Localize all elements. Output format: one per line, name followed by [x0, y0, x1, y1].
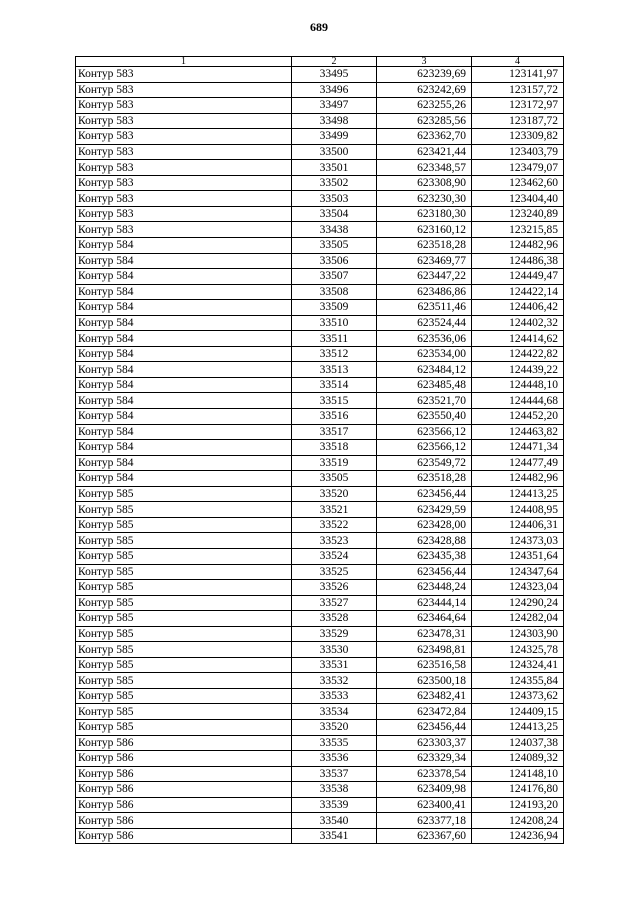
point-number-cell: 33521 [292, 502, 377, 518]
table-row [76, 735, 564, 751]
table-row [76, 300, 564, 316]
coordinate-x-cell: 623566,12 [377, 440, 472, 456]
point-number-cell: 33502 [292, 175, 377, 191]
table-row [76, 828, 564, 844]
coordinate-y-cell: 124290,24 [472, 595, 564, 611]
column-header-3: 3 [377, 57, 472, 67]
coordinate-x-cell: 623482,41 [377, 688, 472, 704]
contour-name-cell: Контур 585 [76, 486, 292, 502]
table-row [76, 144, 564, 160]
coordinate-x-cell: 623367,60 [377, 828, 472, 844]
point-number-cell: 33497 [292, 98, 377, 114]
coordinate-x-cell: 623524,44 [377, 315, 472, 331]
coordinate-x-cell: 623486,86 [377, 284, 472, 300]
point-number-cell: 33539 [292, 797, 377, 813]
table-row [76, 595, 564, 611]
point-number-cell: 33496 [292, 82, 377, 98]
contour-name-cell: Контур 584 [76, 346, 292, 362]
table-row [76, 564, 564, 580]
table-row [76, 626, 564, 642]
coordinate-x-cell: 623521,70 [377, 393, 472, 409]
table-row [76, 455, 564, 471]
point-number-cell: 33517 [292, 424, 377, 440]
contour-name-cell: Контур 584 [76, 440, 292, 456]
table-row [76, 486, 564, 502]
coordinate-x-cell: 623447,22 [377, 269, 472, 285]
coordinate-y-cell: 124282,04 [472, 611, 564, 627]
coordinate-y-cell: 124347,64 [472, 564, 564, 580]
coordinate-x-cell: 623409,98 [377, 782, 472, 798]
contour-name-cell: Контур 583 [76, 144, 292, 160]
coordinate-x-cell: 623518,28 [377, 238, 472, 254]
coordinate-y-cell: 124463,82 [472, 424, 564, 440]
point-number-cell: 33515 [292, 393, 377, 409]
coordinate-x-cell: 623348,57 [377, 160, 472, 176]
coordinate-y-cell: 124471,34 [472, 440, 564, 456]
point-number-cell: 33499 [292, 129, 377, 145]
contour-name-cell: Контур 586 [76, 828, 292, 844]
coordinate-y-cell: 123157,72 [472, 82, 564, 98]
coordinate-y-cell: 124414,62 [472, 331, 564, 347]
point-number-cell: 33527 [292, 595, 377, 611]
point-number-cell: 33523 [292, 533, 377, 549]
coordinate-x-cell: 623329,34 [377, 751, 472, 767]
contour-name-cell: Контур 583 [76, 129, 292, 145]
contour-name-cell: Контур 585 [76, 642, 292, 658]
contour-name-cell: Контур 585 [76, 626, 292, 642]
contour-name-cell: Контур 583 [76, 191, 292, 207]
coordinate-x-cell: 623511,46 [377, 300, 472, 316]
point-number-cell: 33530 [292, 642, 377, 658]
coordinate-x-cell: 623362,70 [377, 129, 472, 145]
coordinate-y-cell: 123404,40 [472, 191, 564, 207]
point-number-cell: 33541 [292, 828, 377, 844]
coordinate-y-cell: 124355,84 [472, 673, 564, 689]
coordinate-y-cell: 124176,80 [472, 782, 564, 798]
contour-name-cell: Контур 584 [76, 409, 292, 425]
coordinate-y-cell: 124325,78 [472, 642, 564, 658]
point-number-cell: 33524 [292, 548, 377, 564]
contour-name-cell: Контур 584 [76, 238, 292, 254]
coordinate-x-cell: 623378,54 [377, 766, 472, 782]
coordinate-x-cell: 623239,69 [377, 67, 472, 83]
point-number-cell: 33538 [292, 782, 377, 798]
table-row [76, 67, 564, 83]
table-row [76, 580, 564, 596]
point-number-cell: 33508 [292, 284, 377, 300]
point-number-cell: 33495 [292, 67, 377, 83]
point-number-cell: 33516 [292, 409, 377, 425]
coordinate-y-cell: 124449,47 [472, 269, 564, 285]
contour-name-cell: Контур 585 [76, 611, 292, 627]
table-row [76, 346, 564, 362]
table-row [76, 284, 564, 300]
coordinate-x-cell: 623518,28 [377, 471, 472, 487]
table-row [76, 82, 564, 98]
coordinate-x-cell: 623566,12 [377, 424, 472, 440]
contour-name-cell: Контур 586 [76, 751, 292, 767]
coordinate-x-cell: 623435,38 [377, 548, 472, 564]
table-row [76, 253, 564, 269]
point-number-cell: 33518 [292, 440, 377, 456]
point-number-cell: 33533 [292, 688, 377, 704]
table-row [76, 222, 564, 238]
coordinate-y-cell: 124409,15 [472, 704, 564, 720]
contour-name-cell: Контур 584 [76, 393, 292, 409]
coordinate-x-cell: 623516,58 [377, 657, 472, 673]
point-number-cell: 33514 [292, 377, 377, 393]
point-number-cell: 33506 [292, 253, 377, 269]
coordinate-x-cell: 623377,18 [377, 813, 472, 829]
coordinate-y-cell: 123141,97 [472, 67, 564, 83]
table-row [76, 129, 564, 145]
table-row [76, 424, 564, 440]
table-row [76, 206, 564, 222]
coordinate-y-cell: 124323,04 [472, 580, 564, 596]
table-row [76, 393, 564, 409]
point-number-cell: 33540 [292, 813, 377, 829]
contour-name-cell: Контур 585 [76, 564, 292, 580]
table-row [76, 673, 564, 689]
point-number-cell: 33537 [292, 766, 377, 782]
coordinate-y-cell: 123462,60 [472, 175, 564, 191]
table-row [76, 782, 564, 798]
point-number-cell: 33536 [292, 751, 377, 767]
coordinate-x-cell: 623472,84 [377, 704, 472, 720]
point-number-cell: 33520 [292, 486, 377, 502]
point-number-cell: 33505 [292, 471, 377, 487]
coordinate-x-cell: 623303,37 [377, 735, 472, 751]
table-row [76, 548, 564, 564]
contour-name-cell: Контур 585 [76, 657, 292, 673]
contour-name-cell: Контур 583 [76, 113, 292, 129]
contour-name-cell: Контур 585 [76, 673, 292, 689]
coordinate-y-cell: 124351,64 [472, 548, 564, 564]
point-number-cell: 33511 [292, 331, 377, 347]
contour-name-cell: Контур 584 [76, 471, 292, 487]
coordinate-y-cell: 124439,22 [472, 362, 564, 378]
coordinate-y-cell: 124373,03 [472, 533, 564, 549]
contour-name-cell: Контур 583 [76, 67, 292, 83]
coordinate-x-cell: 623549,72 [377, 455, 472, 471]
table-row [76, 719, 564, 735]
point-number-cell: 33531 [292, 657, 377, 673]
contour-name-cell: Контур 584 [76, 269, 292, 285]
contour-name-cell: Контур 585 [76, 533, 292, 549]
contour-name-cell: Контур 584 [76, 377, 292, 393]
point-number-cell: 33509 [292, 300, 377, 316]
table-row [76, 657, 564, 673]
coordinate-x-cell: 623500,18 [377, 673, 472, 689]
table-header [76, 57, 564, 67]
table-row [76, 471, 564, 487]
contour-name-cell: Контур 584 [76, 455, 292, 471]
coordinate-x-cell: 623498,81 [377, 642, 472, 658]
column-header-4: 4 [472, 57, 564, 67]
contour-name-cell: Контур 584 [76, 362, 292, 378]
coordinate-y-cell: 123172,97 [472, 98, 564, 114]
table-body [76, 67, 564, 844]
table-row [76, 688, 564, 704]
coordinate-x-cell: 623255,26 [377, 98, 472, 114]
table-row [76, 766, 564, 782]
point-number-cell: 33528 [292, 611, 377, 627]
contour-name-cell: Контур 584 [76, 331, 292, 347]
contour-name-cell: Контур 584 [76, 300, 292, 316]
point-number-cell: 33529 [292, 626, 377, 642]
coordinate-y-cell: 124408,95 [472, 502, 564, 518]
contour-name-cell: Контур 583 [76, 175, 292, 191]
point-number-cell: 33534 [292, 704, 377, 720]
table-row [76, 704, 564, 720]
coordinate-x-cell: 623242,69 [377, 82, 472, 98]
contour-name-cell: Контур 586 [76, 813, 292, 829]
table-row [76, 502, 564, 518]
coordinate-y-cell: 124482,96 [472, 471, 564, 487]
point-number-cell: 33505 [292, 238, 377, 254]
table-row [76, 642, 564, 658]
contour-name-cell: Контур 585 [76, 580, 292, 596]
coordinate-y-cell: 124089,32 [472, 751, 564, 767]
coordinate-x-cell: 623308,90 [377, 175, 472, 191]
point-number-cell: 33512 [292, 346, 377, 362]
contour-name-cell: Контур 583 [76, 82, 292, 98]
point-number-cell: 33500 [292, 144, 377, 160]
coordinate-x-cell: 623456,44 [377, 719, 472, 735]
coordinate-x-cell: 623536,06 [377, 331, 472, 347]
point-number-cell: 33535 [292, 735, 377, 751]
point-number-cell: 33526 [292, 580, 377, 596]
coordinate-y-cell: 124413,25 [472, 719, 564, 735]
header-row [76, 57, 564, 67]
contour-name-cell: Контур 584 [76, 253, 292, 269]
coordinate-y-cell: 124037,38 [472, 735, 564, 751]
contour-name-cell: Контур 586 [76, 735, 292, 751]
coordinate-y-cell: 124444,68 [472, 393, 564, 409]
coordinate-y-cell: 124486,38 [472, 253, 564, 269]
table-row [76, 517, 564, 533]
point-number-cell: 33510 [292, 315, 377, 331]
coordinate-x-cell: 623428,00 [377, 517, 472, 533]
point-number-cell: 33503 [292, 191, 377, 207]
table-row [76, 611, 564, 627]
coordinate-y-cell: 124373,62 [472, 688, 564, 704]
coordinate-x-cell: 623428,88 [377, 533, 472, 549]
coordinate-x-cell: 623484,12 [377, 362, 472, 378]
contour-name-cell: Контур 583 [76, 206, 292, 222]
coordinate-y-cell: 124422,82 [472, 346, 564, 362]
coordinate-x-cell: 623478,31 [377, 626, 472, 642]
point-number-cell: 33525 [292, 564, 377, 580]
coordinate-x-cell: 623550,40 [377, 409, 472, 425]
coordinate-x-cell: 623429,59 [377, 502, 472, 518]
coordinate-y-cell: 124482,96 [472, 238, 564, 254]
contour-name-cell: Контур 583 [76, 160, 292, 176]
contour-name-cell: Контур 585 [76, 548, 292, 564]
coordinate-y-cell: 124208,24 [472, 813, 564, 829]
coordinate-y-cell: 123309,82 [472, 129, 564, 145]
table-row [76, 175, 564, 191]
coordinate-x-cell: 623485,48 [377, 377, 472, 393]
coordinate-y-cell: 123187,72 [472, 113, 564, 129]
coordinate-x-cell: 623421,44 [377, 144, 472, 160]
table-row [76, 377, 564, 393]
coordinate-y-cell: 124406,31 [472, 517, 564, 533]
point-number-cell: 33498 [292, 113, 377, 129]
page-number: 689 [310, 20, 328, 34]
point-number-cell: 33513 [292, 362, 377, 378]
coordinate-y-cell: 123240,89 [472, 206, 564, 222]
coordinate-y-cell: 124406,42 [472, 300, 564, 316]
table-row [76, 751, 564, 767]
contour-name-cell: Контур 584 [76, 284, 292, 300]
coordinate-x-cell: 623456,44 [377, 486, 472, 502]
table-row [76, 269, 564, 285]
table-row [76, 160, 564, 176]
table-row [76, 98, 564, 114]
contour-name-cell: Контур 585 [76, 595, 292, 611]
contour-name-cell: Контур 585 [76, 517, 292, 533]
coordinate-y-cell: 124422,14 [472, 284, 564, 300]
table-row [76, 440, 564, 456]
coordinate-y-cell: 123403,79 [472, 144, 564, 160]
table-row [76, 797, 564, 813]
contour-name-cell: Контур 584 [76, 315, 292, 331]
coordinate-x-cell: 623285,56 [377, 113, 472, 129]
coordinate-y-cell: 124402,32 [472, 315, 564, 331]
coordinate-y-cell: 124413,25 [472, 486, 564, 502]
contour-name-cell: Контур 583 [76, 222, 292, 238]
coordinates-table [75, 56, 564, 844]
coordinate-x-cell: 623180,30 [377, 206, 472, 222]
point-number-cell: 33438 [292, 222, 377, 238]
coordinate-y-cell: 124193,20 [472, 797, 564, 813]
table-row [76, 191, 564, 207]
coordinate-y-cell: 124236,94 [472, 828, 564, 844]
coordinate-y-cell: 123215,85 [472, 222, 564, 238]
contour-name-cell: Контур 586 [76, 782, 292, 798]
coordinate-x-cell: 623448,24 [377, 580, 472, 596]
contour-name-cell: Контур 586 [76, 797, 292, 813]
point-number-cell: 33504 [292, 206, 377, 222]
table-row [76, 315, 564, 331]
contour-name-cell: Контур 586 [76, 766, 292, 782]
point-number-cell: 33507 [292, 269, 377, 285]
contour-name-cell: Контур 585 [76, 719, 292, 735]
table-row [76, 813, 564, 829]
point-number-cell: 33532 [292, 673, 377, 689]
contour-name-cell: Контур 585 [76, 704, 292, 720]
coordinate-x-cell: 623456,44 [377, 564, 472, 580]
table-row [76, 113, 564, 129]
coordinate-y-cell: 124448,10 [472, 377, 564, 393]
point-number-cell: 33520 [292, 719, 377, 735]
table-row [76, 362, 564, 378]
coordinate-y-cell: 124303,90 [472, 626, 564, 642]
coordinate-x-cell: 623469,77 [377, 253, 472, 269]
coordinate-x-cell: 623230,30 [377, 191, 472, 207]
table-row [76, 331, 564, 347]
column-header-2: 2 [292, 57, 377, 67]
coordinate-x-cell: 623444,14 [377, 595, 472, 611]
coordinate-y-cell: 124148,10 [472, 766, 564, 782]
coordinate-x-cell: 623400,41 [377, 797, 472, 813]
table-row [76, 238, 564, 254]
coordinate-x-cell: 623160,12 [377, 222, 472, 238]
table-row [76, 533, 564, 549]
coordinate-y-cell: 123479,07 [472, 160, 564, 176]
coordinate-y-cell: 124324,41 [472, 657, 564, 673]
point-number-cell: 33519 [292, 455, 377, 471]
contour-name-cell: Контур 583 [76, 98, 292, 114]
point-number-cell: 33522 [292, 517, 377, 533]
table-row [76, 409, 564, 425]
coordinate-y-cell: 124452,20 [472, 409, 564, 425]
column-header-1: 1 [76, 57, 292, 67]
contour-name-cell: Контур 585 [76, 502, 292, 518]
contour-name-cell: Контур 584 [76, 424, 292, 440]
coordinate-x-cell: 623464,64 [377, 611, 472, 627]
coordinate-y-cell: 124477,49 [472, 455, 564, 471]
coordinate-x-cell: 623534,00 [377, 346, 472, 362]
contour-name-cell: Контур 585 [76, 688, 292, 704]
point-number-cell: 33501 [292, 160, 377, 176]
